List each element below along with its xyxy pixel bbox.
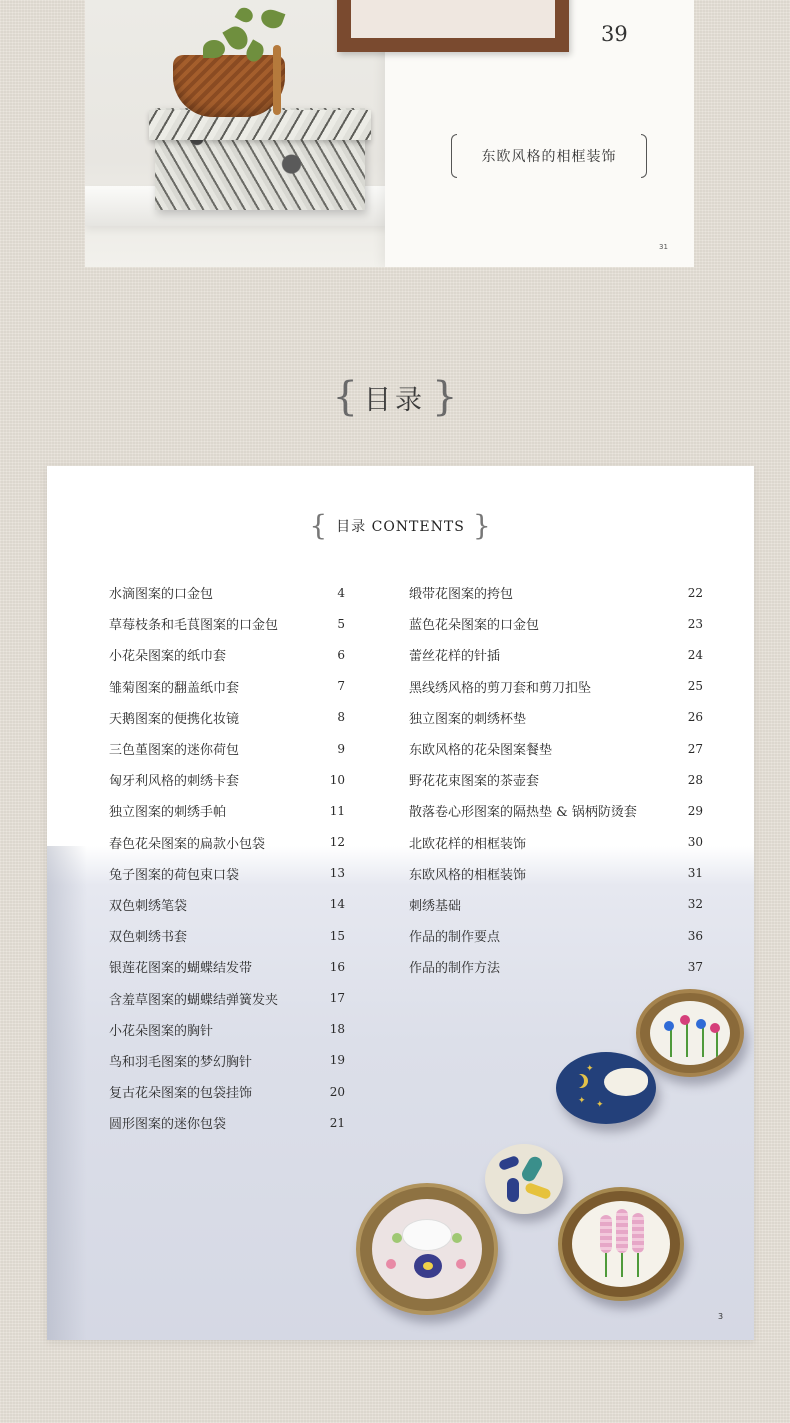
curly-bracket-right-icon: } bbox=[472, 509, 492, 542]
toc-entry-page: 22 bbox=[687, 585, 703, 600]
toc-entry-title: 独立图案的刺绣手帕 bbox=[109, 805, 227, 821]
toc-right-column bbox=[409, 577, 703, 982]
lupin bbox=[600, 1215, 612, 1253]
moon-icon bbox=[570, 1074, 584, 1088]
lupin bbox=[632, 1213, 644, 1253]
star-icon: ✦ bbox=[596, 1100, 604, 1110]
toc-entry-page: 15 bbox=[329, 928, 345, 943]
toc-entry-page: 18 bbox=[329, 1022, 345, 1037]
toc-entry bbox=[409, 889, 703, 920]
toc-entry-title: 三色堇图案的迷你荷包 bbox=[109, 743, 240, 759]
toc-entry-page: 32 bbox=[687, 897, 703, 912]
toile-box-lid bbox=[149, 110, 371, 140]
toc-entry bbox=[109, 608, 345, 639]
flower bbox=[386, 1259, 396, 1269]
flower bbox=[456, 1259, 466, 1269]
brooch-face bbox=[650, 1001, 730, 1065]
toc-entry-page: 36 bbox=[687, 928, 703, 943]
flower bbox=[680, 1015, 690, 1025]
section-title: 目录 bbox=[364, 384, 426, 416]
toc-entry-page: 19 bbox=[329, 1053, 345, 1068]
toc-entry bbox=[109, 920, 345, 951]
brooch-face bbox=[572, 1201, 670, 1287]
contents-heading-text: 目录 CONTENTS bbox=[336, 519, 465, 535]
toc-entry bbox=[409, 764, 703, 795]
toc-entry-title: 缎带花图案的挎包 bbox=[409, 587, 514, 603]
toc-entry bbox=[409, 827, 703, 858]
basket-handle bbox=[273, 45, 281, 115]
toc-entry-page: 6 bbox=[337, 647, 345, 662]
toc-entry-title: 兔子图案的荷包束口袋 bbox=[109, 867, 240, 883]
toc-entry-page: 23 bbox=[687, 616, 703, 631]
toc-entry-title: 鸟和羽毛图案的梦幻胸针 bbox=[109, 1054, 253, 1070]
toc-entry-page: 8 bbox=[337, 710, 345, 725]
contents-heading bbox=[47, 508, 754, 544]
toc-entry-title: 复古花朵图案的包袋挂饰 bbox=[109, 1086, 253, 1102]
flower-brooch-blue bbox=[636, 989, 744, 1077]
toc-entry-page: 14 bbox=[329, 897, 345, 912]
toc-entry-page: 5 bbox=[337, 616, 345, 631]
toc-entry-title: 黑线绣风格的剪刀套和剪刀扣坠 bbox=[409, 680, 592, 696]
pansy-motif bbox=[414, 1254, 442, 1278]
toc-entry-title: 野花花束图案的茶壶套 bbox=[409, 774, 540, 790]
toc-entry-title: 双色刺绣书套 bbox=[109, 930, 188, 946]
flower bbox=[710, 1023, 720, 1033]
brooch-face bbox=[372, 1199, 482, 1299]
flower bbox=[452, 1233, 462, 1243]
toc-entry-page: 24 bbox=[687, 647, 703, 662]
toc-entry bbox=[109, 858, 345, 889]
toc-entry-page: 17 bbox=[329, 991, 345, 1006]
toc-left-column bbox=[109, 577, 345, 1138]
toc-entry bbox=[409, 951, 703, 982]
toc-entry-title: 蓝色花朵图案的口金包 bbox=[409, 618, 540, 634]
toc-entry-title: 匈牙利风格的刺绣卡套 bbox=[109, 774, 240, 790]
toc-entry-title: 双色刺绣笔袋 bbox=[109, 898, 188, 914]
wooden-frame bbox=[337, 0, 569, 52]
toc-entry bbox=[109, 1107, 345, 1138]
star-icon: ✦ bbox=[578, 1096, 586, 1106]
stem bbox=[621, 1253, 623, 1277]
stem bbox=[716, 1031, 718, 1057]
toc-entry-page: 30 bbox=[687, 835, 703, 850]
stem bbox=[605, 1253, 607, 1277]
toc-entry bbox=[109, 1014, 345, 1045]
toc-entry-title: 含羞草图案的蝴蝶结弹簧发夹 bbox=[109, 992, 279, 1008]
stem bbox=[702, 1027, 704, 1057]
flower bbox=[392, 1233, 402, 1243]
toc-entry bbox=[409, 671, 703, 702]
toc-entry bbox=[409, 577, 703, 608]
curly-bracket-left-icon: { bbox=[309, 509, 329, 542]
toc-entry bbox=[109, 639, 345, 670]
toc-entry bbox=[409, 702, 703, 733]
toc-entry-title: 天鹅图案的便携化妆镜 bbox=[109, 711, 240, 727]
photo-caption bbox=[451, 134, 647, 178]
toc-entry bbox=[109, 733, 345, 764]
toc-entry bbox=[409, 639, 703, 670]
toc-entry-page: 21 bbox=[329, 1115, 345, 1130]
toc-entry bbox=[109, 671, 345, 702]
toc-entry-title: 刺绣基础 bbox=[409, 898, 462, 914]
toc-entry bbox=[409, 858, 703, 889]
toc-entry bbox=[409, 608, 703, 639]
page-gutter-shadow bbox=[47, 846, 87, 1340]
toc-entry bbox=[109, 764, 345, 795]
stroke bbox=[519, 1154, 544, 1184]
toc-entry-page: 29 bbox=[687, 803, 703, 818]
toc-entry bbox=[409, 795, 703, 826]
toc-entry-page: 26 bbox=[687, 710, 703, 725]
star-icon: ✦ bbox=[586, 1064, 594, 1074]
toc-entry-page: 4 bbox=[337, 585, 345, 600]
toc-entry-title: 东欧风格的相框装饰 bbox=[409, 867, 527, 883]
toc-entry-title: 独立图案的刺绣杯垫 bbox=[409, 711, 527, 727]
lupin bbox=[616, 1209, 628, 1253]
page-number: 3 bbox=[718, 1312, 724, 1321]
top-photo-card bbox=[85, 0, 694, 267]
toc-entry-title: 北欧花样的相框装饰 bbox=[409, 836, 527, 852]
toc-entry-page: 12 bbox=[329, 835, 345, 850]
toc-entry-title: 小花朵图案的胸针 bbox=[109, 1023, 214, 1039]
flower bbox=[696, 1019, 706, 1029]
toc-entry-page: 28 bbox=[687, 772, 703, 787]
bird-brooch-navy bbox=[556, 1052, 656, 1124]
stroke bbox=[498, 1155, 520, 1171]
bracket-right bbox=[641, 134, 647, 178]
curly-bracket-right-icon: } bbox=[432, 374, 458, 420]
toc-entry-title: 雏菊图案的翻盖纸巾套 bbox=[109, 680, 240, 696]
toc-entry-page: 31 bbox=[687, 866, 703, 881]
toc-entry bbox=[109, 577, 345, 608]
toc-entry-title: 草莓枝条和毛茛图案的口金包 bbox=[109, 618, 279, 634]
toc-entry-title: 作品的制作方法 bbox=[409, 961, 501, 977]
toc-entry bbox=[409, 920, 703, 951]
toc-entry-page: 9 bbox=[337, 741, 345, 756]
wicker-basket bbox=[173, 55, 285, 117]
toc-entry-title: 作品的制作要点 bbox=[409, 930, 501, 946]
mirror bbox=[402, 1219, 452, 1251]
bracket-left bbox=[451, 134, 457, 178]
toc-entry bbox=[109, 1045, 345, 1076]
lupin-brooch bbox=[558, 1187, 684, 1301]
stroke bbox=[507, 1178, 519, 1202]
toc-entry bbox=[109, 795, 345, 826]
contents-page bbox=[47, 466, 754, 1340]
toc-entry-page: 20 bbox=[329, 1084, 345, 1099]
toc-entry-title: 银莲花图案的蝴蝶结发带 bbox=[109, 961, 253, 977]
stem bbox=[637, 1253, 639, 1277]
section-heading bbox=[0, 370, 790, 424]
toc-entry bbox=[109, 889, 345, 920]
toc-entry-title: 水滴图案的口金包 bbox=[109, 587, 214, 603]
curly-bracket-left-icon: { bbox=[332, 374, 358, 420]
toc-entry bbox=[409, 733, 703, 764]
toc-entry-title: 蕾丝花样的针插 bbox=[409, 649, 501, 665]
stem bbox=[670, 1029, 672, 1057]
toc-entry-title: 春色花朵图案的扁款小包袋 bbox=[109, 836, 266, 852]
toc-entry-page: 25 bbox=[687, 679, 703, 694]
toc-entry-page: 10 bbox=[329, 772, 345, 787]
plant-leaf bbox=[203, 40, 225, 58]
toc-entry bbox=[109, 1076, 345, 1107]
toc-entry-title: 圆形图案的迷你包袋 bbox=[109, 1117, 227, 1133]
small-page-number: 31 bbox=[659, 243, 668, 251]
toc-entry bbox=[109, 827, 345, 858]
bird-motif bbox=[604, 1068, 648, 1096]
toc-entry-title: 东欧风格的花朵图案餐垫 bbox=[409, 743, 553, 759]
toc-entry bbox=[109, 951, 345, 982]
toc-entry-title: 散落卷心形图案的隔热垫 & 锅柄防烫套 bbox=[409, 805, 637, 821]
toc-entry-page: 11 bbox=[329, 803, 345, 818]
toc-entry-page: 37 bbox=[687, 959, 703, 974]
feather-brooch bbox=[485, 1144, 563, 1214]
pansy-mirror-compact bbox=[356, 1183, 498, 1315]
caption-text: 东欧风格的相框装饰 bbox=[481, 149, 617, 165]
toc-entry bbox=[109, 702, 345, 733]
stem bbox=[686, 1023, 688, 1057]
stroke bbox=[524, 1182, 552, 1200]
toc-entry-page: 7 bbox=[337, 679, 345, 694]
toc-entry bbox=[109, 982, 345, 1013]
flower bbox=[664, 1021, 674, 1031]
page-number: 39 bbox=[601, 22, 628, 46]
toc-entry-page: 27 bbox=[687, 741, 703, 756]
toc-entry-page: 13 bbox=[329, 866, 345, 881]
toc-entry-page: 16 bbox=[329, 959, 345, 974]
toc-entry-title: 小花朵图案的纸巾套 bbox=[109, 649, 227, 665]
